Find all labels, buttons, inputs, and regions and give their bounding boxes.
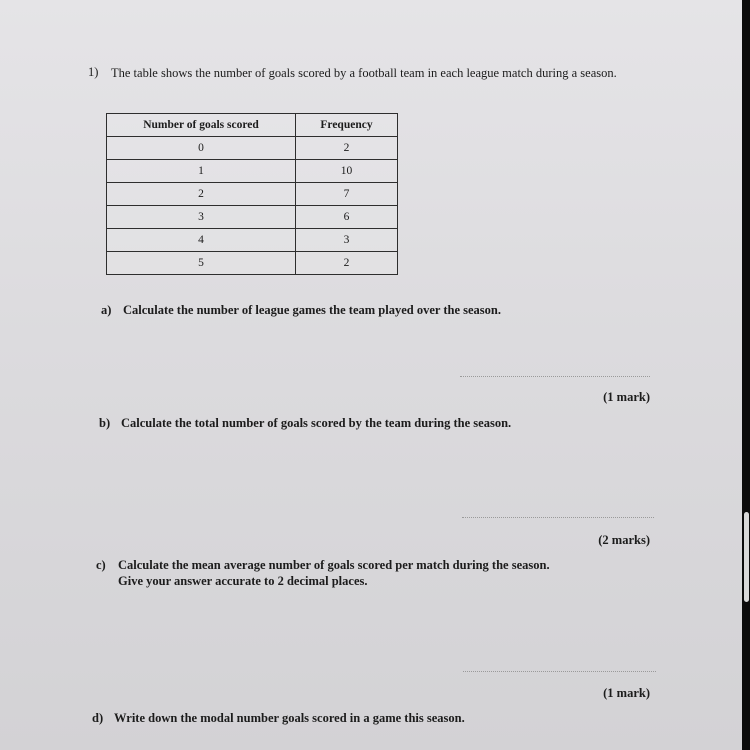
question-number: 1) <box>88 65 99 79</box>
table-cell-frequency: 10 <box>296 160 398 183</box>
part-a-label: a) <box>101 303 112 317</box>
part-b-marks: (2 marks) <box>598 533 650 547</box>
table-row <box>107 229 398 252</box>
table-cell-goals: 0 <box>107 137 296 160</box>
part-c-label: c) <box>96 558 106 572</box>
part-c-answer-line[interactable] <box>463 671 656 672</box>
part-b-question <box>99 416 511 431</box>
table-cell-frequency: 6 <box>296 206 398 229</box>
part-a-question <box>101 303 501 318</box>
part-a-marks: (1 mark) <box>603 390 650 404</box>
part-b-label: b) <box>99 416 111 430</box>
table-cell-goals: 1 <box>107 160 296 183</box>
table-cell-goals: 3 <box>107 206 296 229</box>
part-b-answer-line[interactable] <box>462 517 654 518</box>
table-row <box>107 137 398 160</box>
part-c-text-line2: Give your answer accurate to 2 decimal places. <box>118 574 368 588</box>
table-row <box>107 160 398 183</box>
table-header-frequency: Frequency <box>296 114 398 137</box>
part-a-answer-line[interactable] <box>460 376 650 377</box>
table-row <box>107 183 398 206</box>
part-a-text: Calculate the number of league games the team played over the season. <box>123 303 501 317</box>
part-c-question <box>96 557 550 589</box>
scrollbar-thumb[interactable] <box>744 512 749 602</box>
table-cell-goals: 4 <box>107 229 296 252</box>
table-cell-goals: 5 <box>107 252 296 275</box>
part-d-label: d) <box>92 711 104 725</box>
table-cell-frequency: 7 <box>296 183 398 206</box>
part-c-text: Calculate the mean average number of goals scored per match during the season. <box>118 558 550 572</box>
part-c-marks: (1 mark) <box>603 686 650 700</box>
part-d-question <box>92 711 465 726</box>
table-row <box>107 252 398 275</box>
table-header-goals: Number of goals scored <box>107 114 296 137</box>
table-row <box>107 206 398 229</box>
part-b-text: Calculate the total number of goals scored by the team during the season. <box>121 416 512 430</box>
table-cell-frequency: 3 <box>296 229 398 252</box>
table-cell-frequency: 2 <box>296 137 398 160</box>
table-header-row <box>107 114 398 137</box>
question-intro: The table shows the number of goals scored by a football team in each league match during a season. <box>111 66 617 80</box>
part-d-text: Write down the modal number goals scored in a game this season. <box>114 711 465 725</box>
table-cell-goals: 2 <box>107 183 296 206</box>
table-cell-frequency: 2 <box>296 252 398 275</box>
screen-edge <box>742 0 750 750</box>
goals-frequency-table <box>106 113 398 275</box>
